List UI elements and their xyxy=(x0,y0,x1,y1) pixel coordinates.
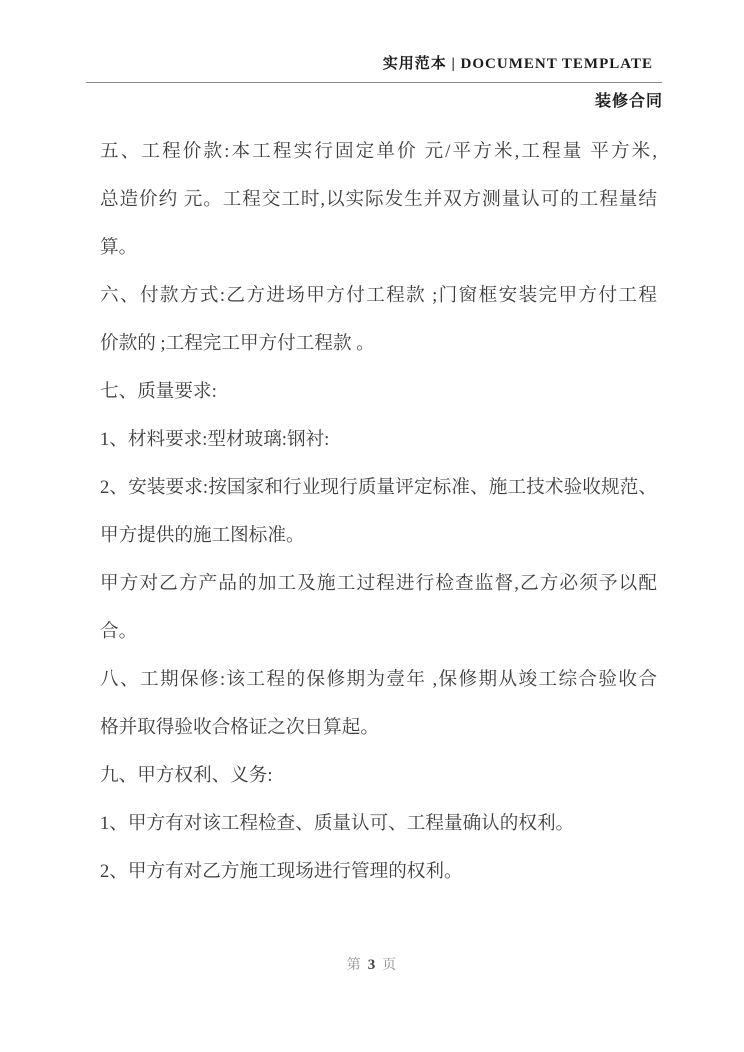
contract-body xyxy=(100,128,657,896)
page-footer-prefix: 第 xyxy=(346,958,362,973)
page-footer-suffix: 页 xyxy=(382,958,398,973)
contract-line: 总造价约 元。工程交工时,以实际发生并双方测量认可的工程量结 xyxy=(100,189,657,210)
contract-line: 甲方对乙方产品的加工及施工过程进行检查监督,乙方必须予以配 xyxy=(100,573,657,594)
contract-line: 格并取得验收合格证之次日算起。 xyxy=(100,717,379,738)
contract-line: 八、工期保修:该工程的保修期为壹年 ,保修期从竣工综合验收合 xyxy=(100,669,657,690)
contract-line: 1、甲方有对该工程检查、质量认可、工程量确认的权利。 xyxy=(100,813,575,834)
header-brand: 实用范本 | DOCUMENT TEMPLATE xyxy=(382,56,653,72)
contract-line: 甲方提供的施工图标准。 xyxy=(100,525,305,546)
header-divider xyxy=(86,82,662,83)
page-number: 3 xyxy=(367,957,377,973)
contract-line: 七、质量要求: xyxy=(100,381,217,402)
contract-line: 2、安装要求:按国家和行业现行质量评定标准、施工技术验收规范、 xyxy=(100,477,657,498)
contract-line: 九、甲方权利、义务: xyxy=(100,765,273,786)
contract-line: 2、甲方有对乙方施工现场进行管理的权利。 xyxy=(100,861,463,882)
contract-line: 1、材料要求:型材玻璃:钢衬: xyxy=(100,429,330,450)
contract-line: 五、工程价款:本工程实行固定单价 元/平方米,工程量 平方米, xyxy=(100,141,657,162)
contract-line: 算。 xyxy=(100,237,138,258)
page-footer xyxy=(0,954,744,974)
contract-line: 合。 xyxy=(100,621,138,642)
document-title: 装修合同 xyxy=(594,93,663,110)
contract-line: 价款的 ;工程完工甲方付工程款 。 xyxy=(100,333,375,354)
contract-line: 六、付款方式:乙方进场甲方付工程款 ;门窗框安装完甲方付工程 xyxy=(100,285,657,306)
